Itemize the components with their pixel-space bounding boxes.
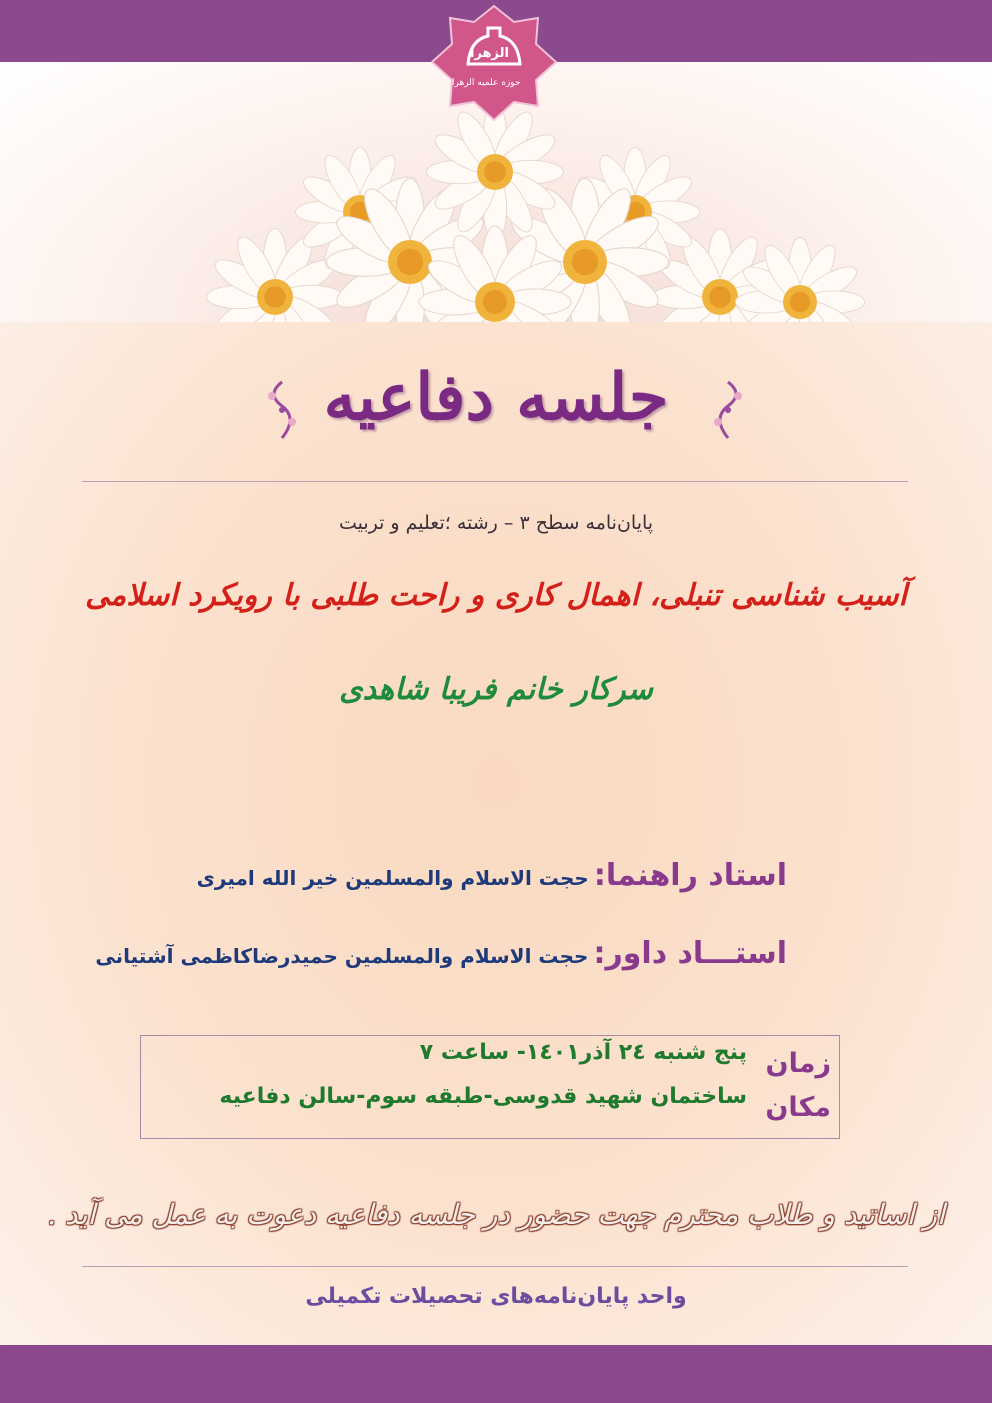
thesis-title: آسیب شناسی تنبلی، اهمال کاری و راحت طلبی با رویکرد اسلامی — [85, 578, 907, 613]
footer-unit: واحد پایان‌نامه‌های تحصیلات تکمیلی — [305, 1284, 687, 1309]
referee-name: حجت الاسلام والمسلمین حمیدرضاکاظمی آشتیانی — [95, 944, 589, 968]
bottom-band — [0, 1345, 992, 1403]
invitation-text: از اساتید و طلاب محترم جهت حضور در جلسه دفاعیه دعوت به عمل می آید . — [47, 1198, 945, 1231]
time-label: زمان — [765, 1048, 831, 1079]
referee-row — [95, 936, 787, 971]
divider-bottom — [82, 1266, 908, 1267]
logo-emblem-icon — [428, 4, 560, 122]
referee-label: استـــاد داور: — [593, 936, 787, 971]
student-name: سرکار خانم فریبا شاهدی — [339, 672, 653, 707]
divider-top — [82, 481, 908, 482]
logo-text: الزهرا — [470, 46, 509, 61]
schedule-box — [140, 1035, 840, 1139]
thesis-level: پایان‌نامه سطح ۳ – رشته ؛تعلیم و تربیت — [338, 512, 654, 534]
content-panel — [0, 322, 992, 1345]
page-title: جلسه دفاعیه — [323, 360, 669, 435]
advisor-name: حجت الاسلام والمسلمین خیر الله امیری — [196, 866, 589, 890]
time-value: پنج شنبه ٢٤ آذر١٤٠١- ساعت ٧ — [419, 1040, 747, 1065]
advisor-row — [197, 858, 787, 893]
place-label: مکان — [765, 1092, 831, 1123]
advisor-label: استاد راهنما: — [593, 858, 787, 893]
place-value: ساختمان شهید قدوسی-طبقه سوم-سالن دفاعیه — [219, 1084, 747, 1109]
logo-subtext: حوزه علمیه الزهرا — [452, 78, 521, 88]
